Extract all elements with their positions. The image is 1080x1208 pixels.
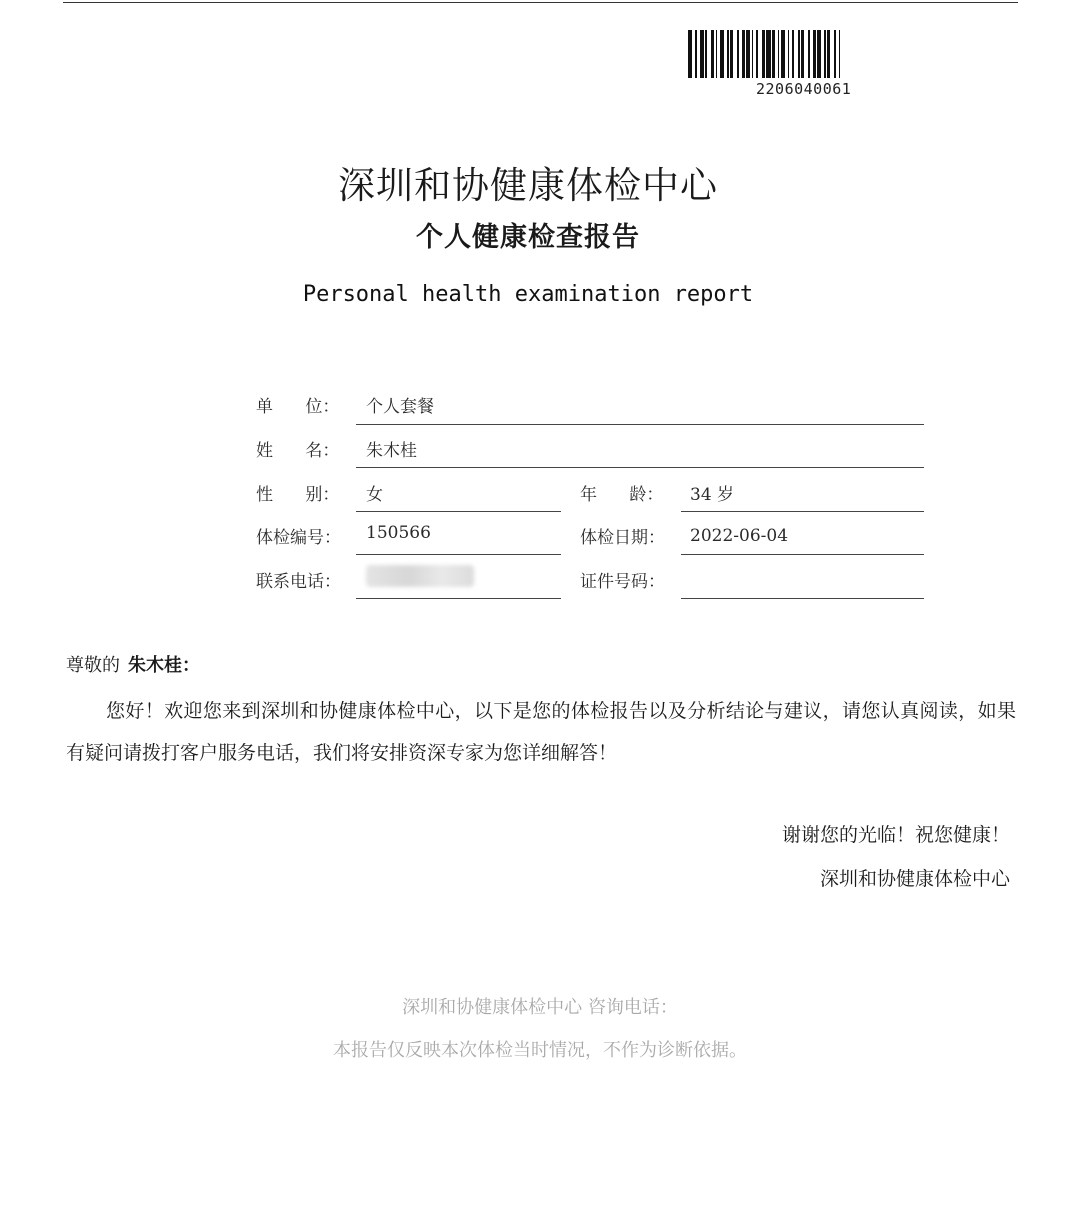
- barcode-bar: [688, 30, 692, 78]
- barcode-bar: [813, 30, 816, 78]
- barcode-bar: [705, 30, 706, 78]
- phone-underline: [356, 598, 561, 599]
- barcode-bar: [781, 30, 785, 78]
- greeting: [66, 651, 200, 677]
- barcode-bar: [817, 30, 821, 78]
- barcode-bar: [752, 30, 753, 78]
- barcode-bar: [772, 30, 775, 78]
- gender-value: 女: [366, 485, 383, 505]
- report-title: 个人健康检查报告: [416, 222, 640, 253]
- barcode-bar: [766, 30, 770, 78]
- barcode-bar: [778, 30, 779, 78]
- barcode-bar: [834, 30, 835, 78]
- letter-body: 您好！欢迎您来到深圳和协健康体检中心，以下是您的体检报告以及分析结论与建议，请您认真阅读，如果有疑问请拨打客户服务电话，我们将安排资深专家为您详细解答！: [66, 700, 1016, 764]
- barcode-bar: [716, 30, 717, 78]
- name-underline: [356, 467, 924, 468]
- report-title-english: Personal health examination report: [302, 282, 754, 307]
- top-rule: [63, 2, 1018, 3]
- barcode-bar: [746, 30, 750, 78]
- barcode-bar: [742, 30, 745, 78]
- gender-underline: [356, 511, 561, 512]
- gender-label: 性 别：: [256, 485, 340, 505]
- phone-redacted-blur: [366, 565, 474, 587]
- recipient-name: 朱木桂：: [128, 655, 200, 676]
- unit-underline: [356, 424, 924, 425]
- unit-value: 个人套餐: [366, 397, 434, 417]
- barcode-bar: [737, 30, 738, 78]
- exam-no-label: 体检编号：: [256, 528, 341, 548]
- closing-signature: 深圳和协健康体检中心: [819, 868, 1010, 890]
- barcode-bar: [798, 30, 799, 78]
- footer-disclaimer: 本报告仅反映本次体检当时情况，不作为诊断依据。: [333, 1040, 747, 1061]
- unit-label: 单 位：: [256, 397, 340, 417]
- id-no-underline: [681, 598, 924, 599]
- closing-thanks: 谢谢您的光临！祝您健康！: [781, 824, 1010, 846]
- exam-no-value: 150566: [366, 523, 431, 543]
- barcode-bar: [808, 30, 809, 78]
- barcode-bar: [762, 30, 765, 78]
- barcode-bar: [801, 30, 804, 78]
- barcode-block: [686, 30, 940, 98]
- exam-date-value: 2022-06-04: [690, 526, 789, 546]
- barcode-graphic: [686, 30, 940, 78]
- age-label: 年 龄：: [580, 485, 664, 505]
- barcode-bar: [695, 30, 696, 78]
- phone-label: 联系电话：: [256, 572, 341, 592]
- exam-date-label: 体检日期：: [580, 528, 665, 548]
- barcode-bar: [700, 30, 704, 78]
- barcode-bar: [824, 30, 825, 78]
- barcode-bar: [792, 30, 793, 78]
- age-underline: [681, 511, 924, 512]
- org-title: 深圳和协健康体检中心: [338, 164, 718, 207]
- footer-contact: 深圳和协健康体检中心 咨询电话：: [402, 997, 678, 1018]
- barcode-number: 2206040061: [756, 80, 852, 98]
- barcode-bar: [711, 30, 714, 78]
- id-no-label: 证件号码：: [580, 572, 665, 592]
- barcode-bar: [730, 30, 733, 78]
- barcode-bar: [827, 30, 830, 78]
- exam-date-underline: [681, 554, 924, 555]
- barcode-bar: [788, 30, 789, 78]
- salutation: 尊敬的: [66, 655, 120, 676]
- exam-no-underline: [356, 554, 561, 555]
- age-value: 34 岁: [690, 485, 735, 505]
- name-value: 朱木桂: [366, 441, 417, 461]
- barcode-bar: [720, 30, 724, 78]
- barcode-bar: [756, 30, 757, 78]
- name-label: 姓 名：: [256, 441, 340, 461]
- barcode-bar: [839, 30, 840, 78]
- barcode-bar: [727, 30, 728, 78]
